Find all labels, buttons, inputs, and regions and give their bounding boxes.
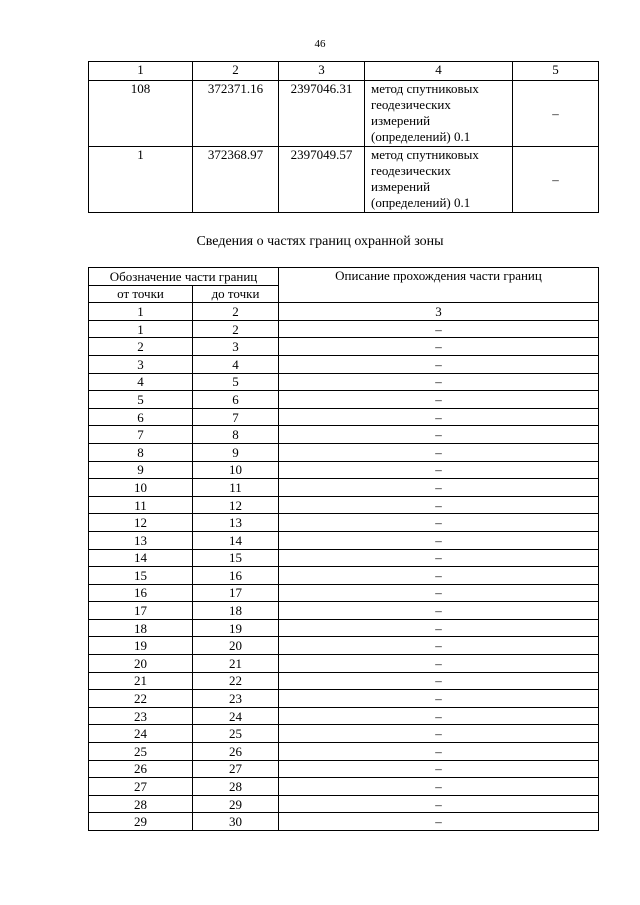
from-point: 4 — [89, 373, 193, 391]
table-row — [89, 778, 599, 796]
description: – — [279, 672, 599, 690]
header-to-point: до точки — [193, 285, 279, 303]
table-row — [89, 443, 599, 461]
from-point: 17 — [89, 602, 193, 620]
to-point: 18 — [193, 602, 279, 620]
table-row — [89, 795, 599, 813]
col-number-1: 1 — [89, 303, 193, 321]
table-row — [89, 567, 599, 585]
method-line: (определений) 0.1 — [371, 129, 471, 144]
from-point: 14 — [89, 549, 193, 567]
col-number-3: 3 — [279, 303, 599, 321]
table-row — [89, 426, 599, 444]
table-row — [89, 496, 599, 514]
to-point: 16 — [193, 567, 279, 585]
description: – — [279, 479, 599, 497]
table-row — [89, 690, 599, 708]
description: – — [279, 408, 599, 426]
description: – — [279, 690, 599, 708]
coordinates-header-row — [89, 62, 599, 81]
from-point: 20 — [89, 655, 193, 673]
from-point: 8 — [89, 443, 193, 461]
to-point: 22 — [193, 672, 279, 690]
header-description: Описание прохождения части границ — [279, 268, 599, 303]
table-row — [89, 338, 599, 356]
table-row — [89, 725, 599, 743]
from-point: 25 — [89, 743, 193, 761]
table-row — [89, 707, 599, 725]
description: – — [279, 655, 599, 673]
boundary-parts-table — [88, 267, 599, 831]
to-point: 4 — [193, 355, 279, 373]
header-part-designation: Обозначение части границ — [89, 268, 279, 286]
from-point: 21 — [89, 672, 193, 690]
column-5-value: – — [513, 81, 599, 147]
table-row — [89, 147, 599, 213]
point-number: 1 — [89, 147, 193, 213]
table-row — [89, 81, 599, 147]
to-point: 12 — [193, 496, 279, 514]
col-header-4: 4 — [365, 62, 513, 81]
table-row — [89, 479, 599, 497]
to-point: 25 — [193, 725, 279, 743]
description: – — [279, 443, 599, 461]
from-point: 16 — [89, 584, 193, 602]
method-description — [365, 81, 513, 147]
to-point: 20 — [193, 637, 279, 655]
to-point: 8 — [193, 426, 279, 444]
method-line: измерений — [371, 179, 431, 194]
table-row — [89, 619, 599, 637]
to-point: 19 — [193, 619, 279, 637]
point-number: 108 — [89, 81, 193, 147]
method-description — [365, 147, 513, 213]
from-point: 2 — [89, 338, 193, 356]
section-title: Сведения о частях границ охранной зоны — [196, 234, 444, 249]
y-coordinate: 2397046.31 — [279, 81, 365, 147]
table-row — [89, 549, 599, 567]
y-coordinate: 2397049.57 — [279, 147, 365, 213]
table-row — [89, 760, 599, 778]
method-line: (определений) 0.1 — [371, 195, 471, 210]
method-line: измерений — [371, 113, 431, 128]
table-row — [89, 373, 599, 391]
to-point: 2 — [193, 320, 279, 338]
description: – — [279, 531, 599, 549]
col-header-1: 1 — [89, 62, 193, 81]
x-coordinate: 372371.16 — [193, 81, 279, 147]
method-line: геодезических — [371, 163, 451, 178]
description: – — [279, 619, 599, 637]
method-line: метод спутниковых — [371, 147, 479, 162]
description: – — [279, 461, 599, 479]
from-point: 5 — [89, 391, 193, 409]
to-point: 27 — [193, 760, 279, 778]
table-row — [89, 391, 599, 409]
description: – — [279, 725, 599, 743]
description: – — [279, 373, 599, 391]
description: – — [279, 496, 599, 514]
from-point: 3 — [89, 355, 193, 373]
from-point: 28 — [89, 795, 193, 813]
description: – — [279, 355, 599, 373]
description: – — [279, 514, 599, 532]
col-header-3: 3 — [279, 62, 365, 81]
table-row — [89, 355, 599, 373]
description: – — [279, 426, 599, 444]
to-point: 11 — [193, 479, 279, 497]
method-line: геодезических — [371, 97, 451, 112]
to-point: 30 — [193, 813, 279, 831]
col-header-5: 5 — [513, 62, 599, 81]
description: – — [279, 549, 599, 567]
coordinates-table — [88, 61, 599, 213]
table-row — [89, 813, 599, 831]
table-row — [89, 655, 599, 673]
to-point: 28 — [193, 778, 279, 796]
to-point: 24 — [193, 707, 279, 725]
description: – — [279, 391, 599, 409]
description: – — [279, 813, 599, 831]
from-point: 12 — [89, 514, 193, 532]
from-point: 26 — [89, 760, 193, 778]
from-point: 18 — [89, 619, 193, 637]
x-coordinate: 372368.97 — [193, 147, 279, 213]
description: – — [279, 584, 599, 602]
to-point: 7 — [193, 408, 279, 426]
description: – — [279, 743, 599, 761]
table-row — [89, 584, 599, 602]
from-point: 1 — [89, 320, 193, 338]
from-point: 15 — [89, 567, 193, 585]
table-row — [89, 531, 599, 549]
description: – — [279, 637, 599, 655]
to-point: 23 — [193, 690, 279, 708]
to-point: 29 — [193, 795, 279, 813]
description: – — [279, 320, 599, 338]
to-point: 15 — [193, 549, 279, 567]
to-point: 26 — [193, 743, 279, 761]
table-row — [89, 743, 599, 761]
table-row — [89, 602, 599, 620]
description: – — [279, 760, 599, 778]
table-row — [89, 408, 599, 426]
from-point: 24 — [89, 725, 193, 743]
description: – — [279, 602, 599, 620]
from-point: 11 — [89, 496, 193, 514]
page-number: 46 — [314, 38, 326, 50]
table-row — [89, 637, 599, 655]
from-point: 9 — [89, 461, 193, 479]
from-point: 29 — [89, 813, 193, 831]
from-point: 7 — [89, 426, 193, 444]
table-row — [89, 461, 599, 479]
header-from-point: от точки — [89, 285, 193, 303]
from-point: 19 — [89, 637, 193, 655]
column-5-value: – — [513, 147, 599, 213]
description: – — [279, 707, 599, 725]
from-point: 23 — [89, 707, 193, 725]
method-line: метод спутниковых — [371, 81, 479, 96]
column-numbers-row — [89, 303, 599, 321]
to-point: 9 — [193, 443, 279, 461]
from-point: 22 — [89, 690, 193, 708]
to-point: 5 — [193, 373, 279, 391]
to-point: 10 — [193, 461, 279, 479]
table-row — [89, 514, 599, 532]
description: – — [279, 567, 599, 585]
to-point: 3 — [193, 338, 279, 356]
to-point: 21 — [193, 655, 279, 673]
from-point: 6 — [89, 408, 193, 426]
to-point: 6 — [193, 391, 279, 409]
table-row — [89, 320, 599, 338]
col-header-2: 2 — [193, 62, 279, 81]
from-point: 10 — [89, 479, 193, 497]
to-point: 13 — [193, 514, 279, 532]
description: – — [279, 338, 599, 356]
description: – — [279, 795, 599, 813]
from-point: 13 — [89, 531, 193, 549]
table-row — [89, 672, 599, 690]
to-point: 17 — [193, 584, 279, 602]
description: – — [279, 778, 599, 796]
col-number-2: 2 — [193, 303, 279, 321]
from-point: 27 — [89, 778, 193, 796]
to-point: 14 — [193, 531, 279, 549]
